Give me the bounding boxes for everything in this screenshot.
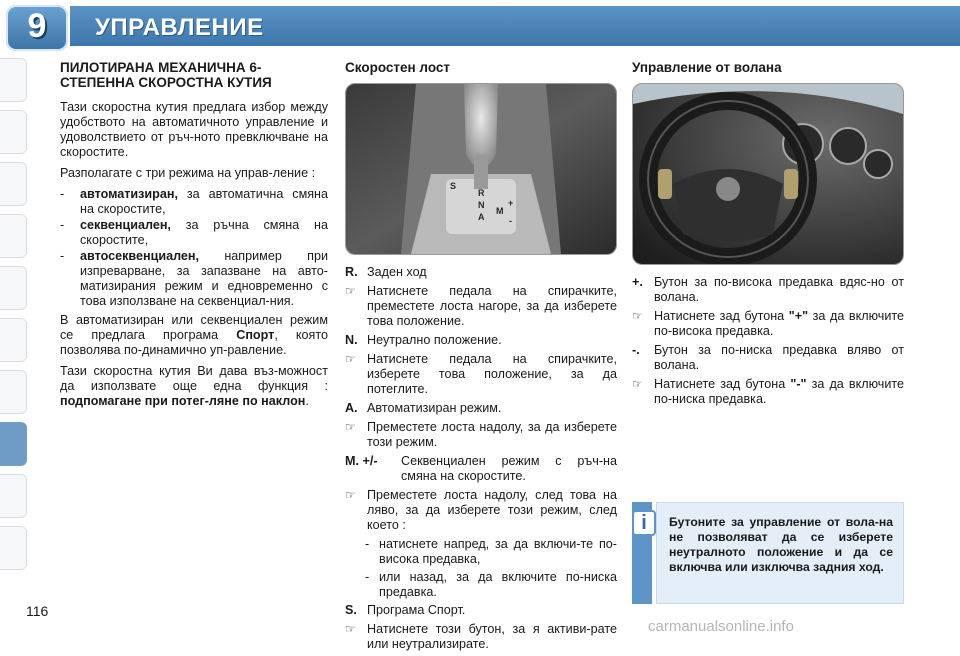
chapter-tab[interactable] [0, 474, 27, 518]
info-note [632, 502, 904, 604]
definition-row: M. +/- Секвенциален режим с ръч-на смяна на скоростите. [345, 454, 617, 483]
chapter-badge [6, 5, 68, 51]
definition-row: R. Заден ход [345, 265, 427, 279]
lever-label-plus: + [508, 198, 514, 208]
steering-wheel-photo [632, 83, 904, 265]
page-number: 116 [26, 603, 49, 619]
gear-lever-photo [345, 83, 617, 255]
chapter-tab[interactable] [0, 214, 27, 258]
instruction-step: ☞ Натиснете педала на спирачките, изберете това положение, за да потеглите. [345, 352, 617, 396]
lever-label-n: N [478, 200, 485, 210]
finger-pointer-icon: ☞ [345, 488, 356, 502]
info-text: Бутоните за управление от вола-на не позволяват да се изберете неутралното положение и да се включва или изключва задния ход. [656, 502, 904, 604]
lever-label-m: M [496, 206, 504, 216]
lever-label-a: A [478, 212, 485, 222]
definition-row: N. Неутрално положение. [345, 333, 502, 347]
section-heading: Управление от волана [632, 60, 782, 75]
header [0, 0, 960, 52]
section-heading: ПИЛОТИРАНА МЕХАНИЧНА 6-СТЕПЕННА СКОРОСТНА КУТИЯ [60, 60, 272, 90]
instruction-step: ☞ Натиснете зад бутона "-" за да включите по-ниска предавка. [632, 377, 904, 406]
finger-pointer-icon: ☞ [345, 352, 356, 366]
section-heading: Скоростен лост [345, 60, 451, 75]
finger-pointer-icon: ☞ [345, 420, 356, 434]
finger-pointer-icon: ☞ [632, 309, 643, 323]
definition-row: -. Бутон за по-ниска предавка вляво от волана. [632, 343, 904, 372]
paragraph: Разполагате с три режима на управ-ление : [60, 166, 316, 180]
instruction-step: ☞ Натиснете зад бутона "+" за да включите по-висока предавка. [632, 309, 904, 338]
page-title: УПРАВЛЕНИЕ [95, 14, 264, 41]
chapter-tab[interactable] [0, 526, 27, 570]
instruction-step: ☞ Натиснете този бутон, за я активи-рате или неутрализирате. [345, 622, 617, 651]
chapter-tab-active[interactable] [0, 422, 27, 466]
paragraph: В автоматизиран или секвенциален режим се предлага програма Спорт, която позволява по-динамично уп-равление. [60, 313, 328, 357]
chapter-number: 9 [27, 7, 47, 45]
finger-pointer-icon: ☞ [345, 622, 356, 636]
lever-label-minus: - [509, 216, 512, 226]
chapter-tab[interactable] [0, 318, 27, 362]
finger-pointer-icon: ☞ [632, 377, 643, 391]
instruction-step: ☞ Преместете лоста надолу, за да изберете този режим. [345, 420, 617, 449]
chapter-tab[interactable] [0, 266, 27, 310]
paragraph: Тази скоростна кутия предлага избор между удобството на автоматичното управление и удоволствието от ръч-ното превключване на скоростите. [60, 100, 328, 159]
watermark: carmanualsonline.info [648, 618, 794, 635]
instruction-step: ☞ Натиснете педала на спирачките, преместете лоста нагоре, за да изберете това положение. [345, 284, 617, 328]
lever-label-r: R [478, 188, 485, 198]
list-item: - секвенциален, за ръчна смяна на скоростите, [60, 218, 328, 247]
sub-item: - натиснете напред, за да включи-те по-висока предавка, [365, 537, 617, 566]
definition-row: +. Бутон за по-висока предавка вдяс-но от волана. [632, 275, 904, 304]
chapter-tab[interactable] [0, 162, 27, 206]
chapter-tabs [0, 58, 30, 578]
sub-item: - или назад, за да включите по-ниска предавка. [365, 570, 617, 599]
chapter-tab[interactable] [0, 110, 27, 154]
gear-lever-column [345, 60, 617, 656]
list-item: - автоматизиран, за автоматична смяна на скоростите, [60, 187, 328, 216]
list-item: - автосеквенциален, например при изпреварване, за запазване на авто-матизирания режим и едновременно с това използване на секвенциал-ния. [60, 249, 328, 308]
info-icon: i [632, 510, 656, 536]
lever-label-s[interactable]: S [450, 181, 457, 191]
definition-row: A. Автоматизиран режим. [345, 401, 502, 415]
definition-row: S. Програма Спорт. [345, 603, 466, 617]
gearbox-intro-column [60, 60, 328, 415]
chapter-tab[interactable] [0, 370, 27, 414]
finger-pointer-icon: ☞ [345, 284, 356, 298]
chapter-tab[interactable] [0, 58, 27, 102]
paragraph: Тази скоростна кутия Ви дава въз-можност да използвате още една функция : подпомагане при потег-ляне по наклон. [60, 364, 328, 408]
instruction-step: ☞ Преместете лоста надолу, след това на ляво, за да изберете този режим, след което : [345, 488, 617, 532]
steering-wheel-column [632, 60, 904, 411]
